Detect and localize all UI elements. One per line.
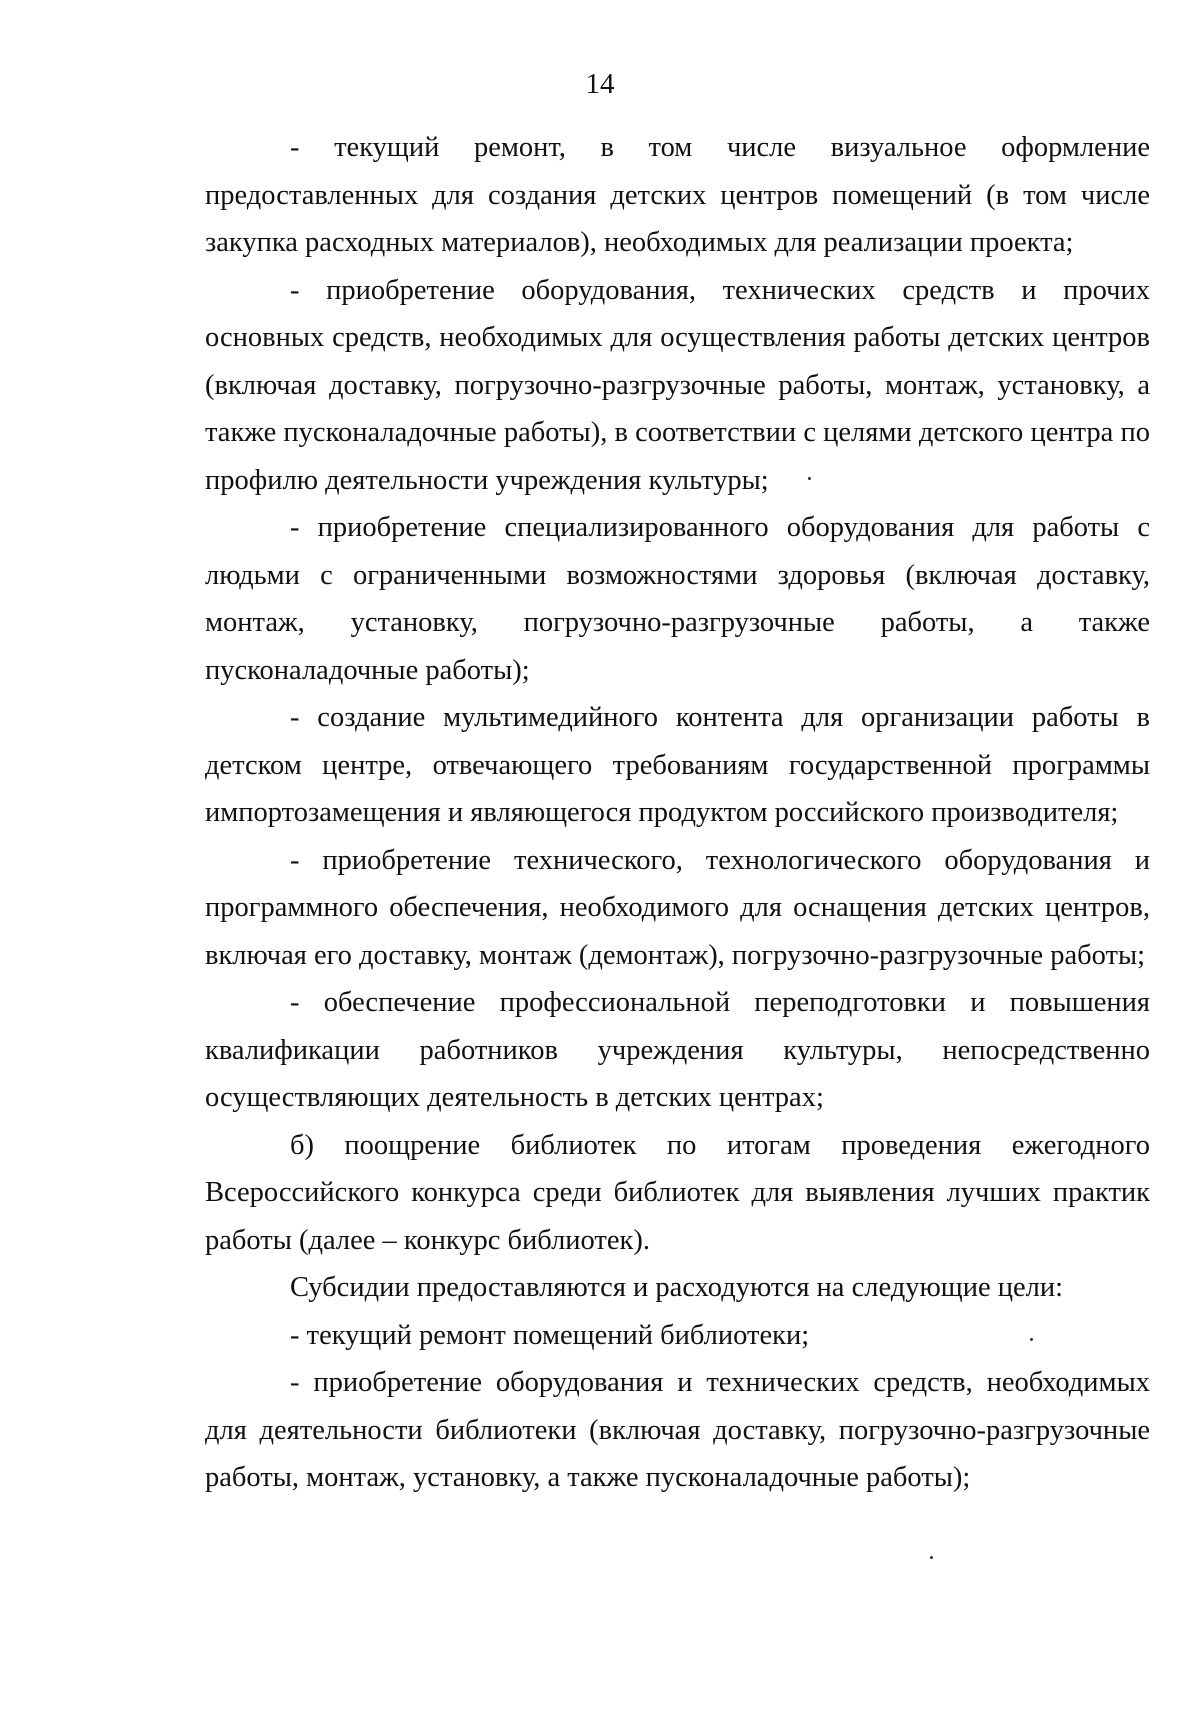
scan-speck bbox=[930, 1556, 933, 1559]
paragraph-staff-training: - обеспечение профессиональной переподготовки и повышения квалификации работников учреждения культуры, непосредственно осуществляющих деятельность в детских центрах; bbox=[205, 987, 1150, 1113]
body-text bbox=[205, 124, 1150, 1502]
paragraph-multimedia-content: - создание мультимедийного контента для организации работы в детском центре, отвечающего требованиям государственной программы импортозамещения и являющегося продуктом российского производителя; bbox=[205, 702, 1150, 828]
paragraph-equipment-purchase: - приобретение оборудования, технических средств и прочих основных средств, необходимых для осуществления работы детских центров (включая доставку, погрузочно-разгрузочные работы, монтаж, установку, а также пусконаладочные работы), в соответствии с целями детского центра по профилю деятельности учреждения культуры; bbox=[205, 274, 1150, 496]
page-number: 14 bbox=[585, 68, 615, 100]
paragraph-subsidy-goals: Субсидии предоставляются и расходуются на следующие цели: bbox=[290, 1272, 1064, 1303]
paragraph-technical-equipment: - приобретение технического, технологического оборудования и программного обеспечения, необходимого для оснащения детских центров, включая его доставку, монтаж (демонтаж), погрузочно-разгрузочные работы; bbox=[205, 844, 1150, 971]
paragraph-current-repair: - текущий ремонт, в том числе визуальное оформление предоставленных для создания детских центров помещений (в том числе закупка расходных материалов), необходимых для реализации проекта; bbox=[205, 132, 1150, 258]
scan-speck bbox=[808, 477, 811, 480]
paragraph-special-equipment: - приобретение специализированного оборудования для работы с людьми с ограниченными возможностями здоровья (включая доставку, монтаж, установку, погрузочно-разгрузочные работы, а также пусконаладочные работы); bbox=[205, 512, 1150, 686]
scan-speck bbox=[1030, 1338, 1033, 1341]
paragraph-library-incentive: б) поощрение библиотек по итогам проведения ежегодного Всероссийского конкурса среди библиотек для выявления лучших практик работы (далее – конкурс библиотек). bbox=[205, 1129, 1150, 1256]
paragraph-library-equipment: - приобретение оборудования и технических средств, необходимых для деятельности библиотеки (включая доставку, погрузочно-разгрузочные работы, монтаж, установку, а также пусконаладочные работы); bbox=[205, 1367, 1150, 1493]
paragraph-library-repair: - текущий ремонт помещений библиотеки; bbox=[290, 1319, 810, 1351]
